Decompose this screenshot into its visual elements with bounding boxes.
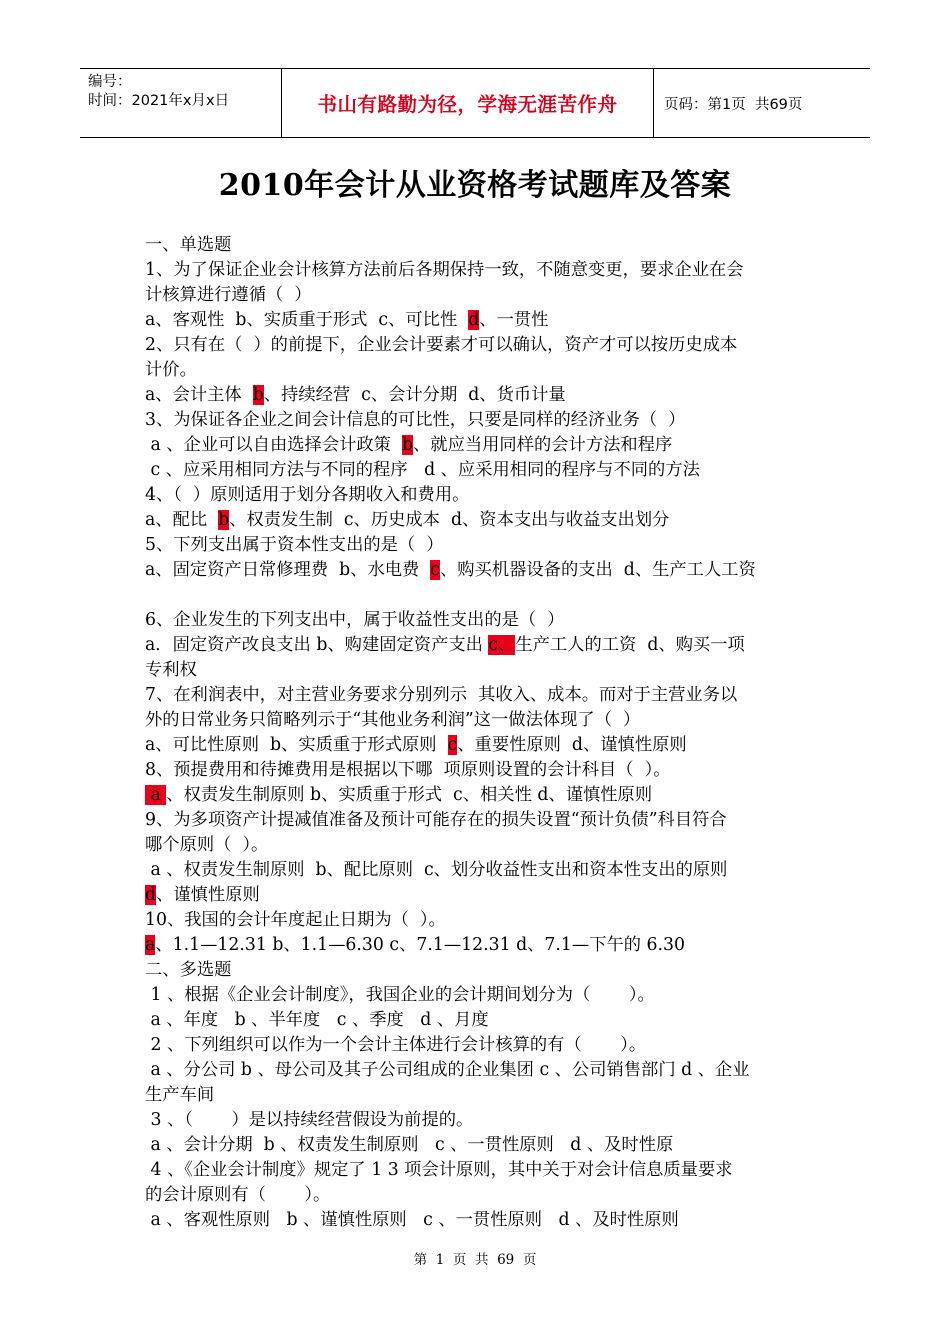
line-text: 1、为了保证企业会计核算方法前后各期保持一致，不随意变更，要求企业在会	[145, 260, 744, 280]
line-text: a．固定资产改良支出 b、购建固定资产支出	[145, 635, 489, 655]
text-line	[145, 1033, 810, 1058]
header-motto: 书山有路勤为径，学海无涯苦作舟	[282, 69, 654, 137]
text-line	[145, 483, 810, 508]
text-line	[145, 1208, 810, 1233]
text-line	[145, 233, 810, 258]
line-text: 、持续经营 c、会计分期 d、货币计量	[263, 385, 566, 405]
page-label: 页码：第1页 共69页	[664, 96, 803, 113]
text-line	[145, 433, 810, 458]
page-footer: 第 1 页 共 69 页	[413, 1252, 537, 1268]
line-text: 2、只有在（ ）的前提下，企业会计要素才可以确认，资产才可以按历史成本	[145, 335, 738, 355]
header-meta	[80, 69, 282, 137]
header-page-info	[654, 69, 870, 137]
text-line	[145, 1083, 810, 1108]
line-text: 、权责发生制 c、历史成本 d、资本支出与收益支出划分	[229, 510, 670, 530]
text-line	[145, 783, 810, 808]
text-line	[145, 508, 810, 533]
text-line	[145, 708, 810, 733]
text-line	[145, 1183, 810, 1208]
text-line	[145, 733, 810, 758]
text-line	[145, 683, 810, 708]
line-text: a、客观性 b、实质重于形式 c、可比性	[145, 310, 469, 330]
line-text: a、会计主体	[145, 385, 253, 405]
line-text: 8、预提费用和待摊费用是根据以下哪 项原则设置的会计科目（ ）。	[145, 760, 671, 780]
answer-highlight: b	[401, 435, 413, 455]
line-text: 、一贯性	[479, 310, 549, 330]
line-text: a 、年度 b 、半年度 c 、季度 d 、月度	[145, 1010, 489, 1030]
text-line	[145, 533, 810, 558]
line-text: a、固定资产日常修理费 b、水电费	[145, 560, 431, 580]
text-line	[145, 1008, 810, 1033]
text-line	[145, 608, 810, 633]
text-line	[145, 658, 810, 683]
text-line	[145, 933, 810, 958]
line-text: 的会计原则有（ ）。	[145, 1185, 331, 1205]
answer-highlight: b	[218, 510, 230, 530]
line-text: 4、（ ）原则适用于划分各期收入和费用。	[145, 485, 470, 505]
line-text: 6、企业发生的下列支出中，属于收益性支出的是（ ）	[145, 610, 565, 630]
line-text: 3 、（ ）是以持续经营假设为前提的。	[145, 1110, 474, 1130]
line-text: 生产工人的工资 d、购买一项	[515, 635, 745, 655]
answer-highlight: d	[145, 885, 157, 905]
line-text: 哪个原则（ ）。	[145, 835, 269, 855]
text-line	[145, 883, 810, 908]
text-line	[145, 908, 810, 933]
text-line	[145, 408, 810, 433]
text-line	[145, 833, 810, 858]
text-line	[145, 1058, 810, 1083]
line-text: 4 、《企业会计制度》规定了 1 3 项会计原则，其中关于对会计信息质量要求	[145, 1160, 733, 1180]
line-text: 5、下列支出属于资本性支出的是（ ）	[145, 535, 444, 555]
text-line	[145, 858, 810, 883]
text-line	[145, 758, 810, 783]
text-line	[145, 1108, 810, 1133]
line-text: 计价。	[145, 360, 197, 380]
line-text: a、配比	[145, 510, 219, 530]
line-text: c 、应采用相同方法与不同的程序 d 、应采用相同的程序与不同的方法	[145, 460, 700, 480]
line-text: a、可比性原则 b、实质重于形式原则	[145, 735, 448, 755]
number-label: 编号：	[88, 74, 132, 90]
line-text: 、权责发生制原则 b、实质重于形式 c、相关性 d、谨慎性原则	[166, 785, 653, 805]
text-line	[145, 633, 810, 658]
answer-highlight: c	[447, 735, 458, 755]
line-text: a 、会计分期 b 、权责发生制原则 c 、一贯性原则 d 、及时性原	[145, 1135, 674, 1155]
text-line	[145, 283, 810, 308]
line-text: 计核算进行遵循（ ）	[145, 285, 312, 305]
line-text: 外的日常业务只简略列示于“其他业务利润”这一做法体现了（ ）	[145, 710, 641, 730]
text-line	[145, 333, 810, 358]
line-text: 生产车间	[145, 1085, 215, 1105]
line-text: 、重要性原则 d、谨慎性原则	[457, 735, 687, 755]
answer-highlight: a	[145, 785, 167, 805]
line-text: a 、分公司 b 、母公司及其子公司组成的企业集团 c 、公司销售部门 d 、企业	[145, 1060, 750, 1080]
line-text: 、购买机器设备的支出 d、生产工人工资	[439, 560, 756, 580]
line-text: a 、企业可以自由选择会计政策	[145, 435, 402, 455]
line-text: 3、为保证各企业之间会计信息的可比性，只要是同样的经济业务（ ）	[145, 410, 686, 430]
line-text: 7、在利润表中，对主营业务要求分别列示 其收入、成本。而对于主营业务以	[145, 685, 738, 705]
line-text: 9、为多项资产计提减值准备及预计可能存在的损失设置“预计负债”科目符合	[145, 810, 727, 830]
text-line	[145, 308, 810, 333]
answer-highlight: c	[430, 560, 440, 580]
date-label: 时间：2021年x月x日	[88, 93, 230, 109]
line-text: 、1.1—12.31 b、1.1—6.30 c、7.1—12.31 d、7.1—下午的 6.30	[155, 935, 686, 955]
line-text: a 、权责发生制原则 b、配比原则 c、划分收益性支出和资本性支出的原则	[145, 860, 728, 880]
document-body	[145, 233, 810, 1233]
line-text: 1 、根据《企业会计制度》，我国企业的会计期间划分为（ ）。	[145, 985, 655, 1005]
document-title: 2010年会计从业资格考试题库及答案	[218, 168, 732, 203]
text-line	[145, 958, 810, 983]
answer-highlight: a	[145, 935, 156, 955]
text-line	[145, 358, 810, 383]
answer-highlight: d	[468, 310, 480, 330]
text-line	[145, 1133, 810, 1158]
line-text: a 、客观性原则 b 、谨慎性原则 c 、一贯性原则 d 、及时性原则	[145, 1210, 679, 1230]
answer-highlight: c、	[488, 635, 516, 655]
line-text: 10、我国的会计年度起止日期为（ ）。	[145, 910, 446, 930]
text-line	[145, 558, 810, 583]
text-line	[145, 983, 810, 1008]
answer-highlight: b	[252, 385, 264, 405]
line-text: 一、单选题	[145, 235, 232, 255]
text-line	[145, 583, 810, 608]
line-text: 、就应当用同样的会计方法和程序	[413, 435, 673, 455]
line-text: 2 、下列组织可以作为一个会计主体进行会计核算的有（ ）。	[145, 1035, 647, 1055]
line-text: 二、多选题	[145, 960, 232, 980]
text-line	[145, 808, 810, 833]
text-line	[145, 383, 810, 408]
text-line	[145, 1158, 810, 1183]
line-text: 专利权	[145, 660, 197, 680]
text-line	[145, 258, 810, 283]
line-text: 、谨慎性原则	[156, 885, 260, 905]
page-header	[80, 68, 870, 138]
text-line	[145, 458, 810, 483]
